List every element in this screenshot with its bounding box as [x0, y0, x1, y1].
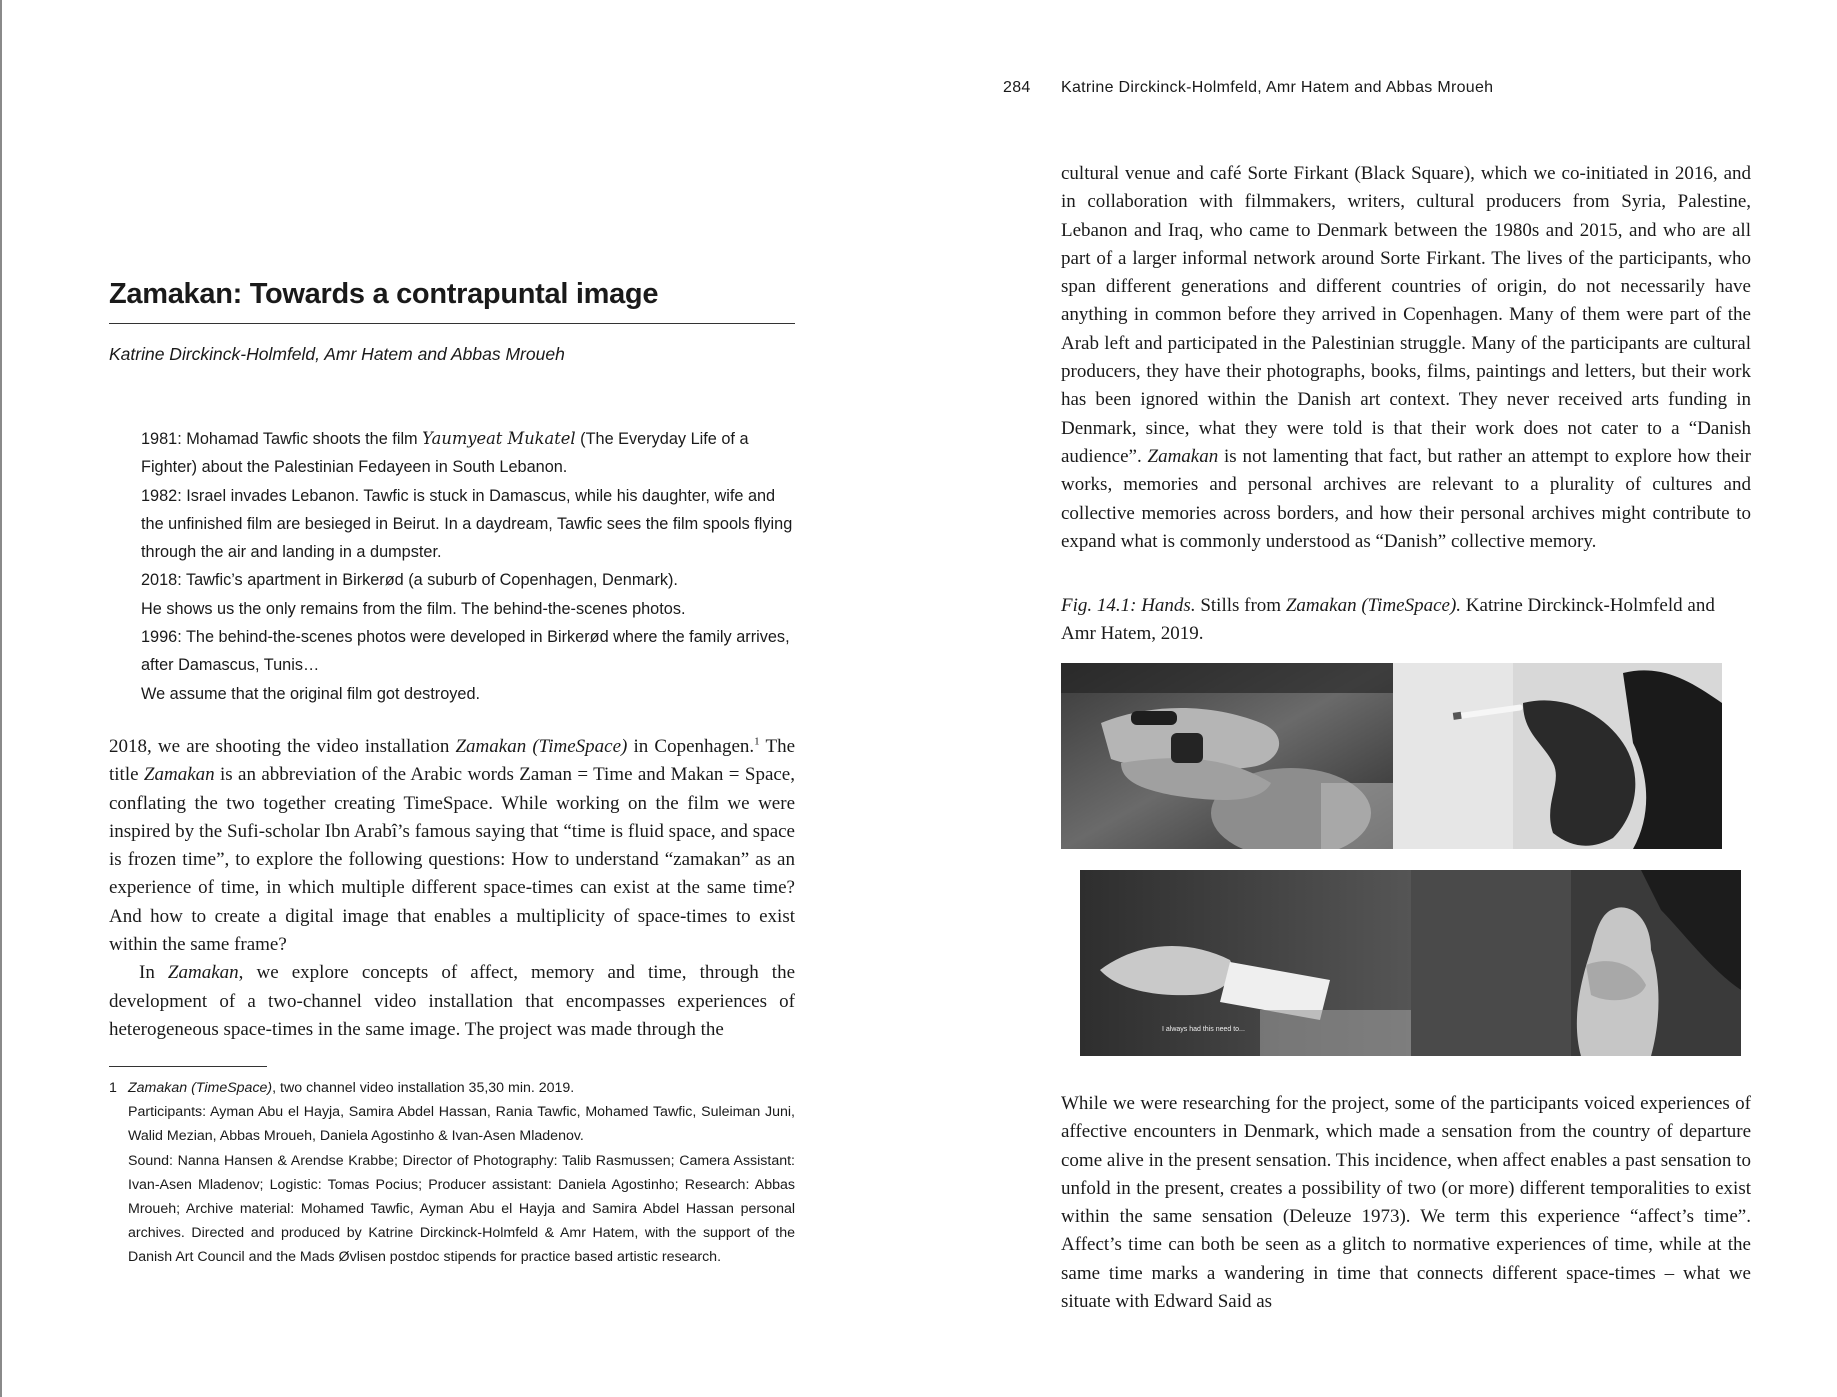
left-page [109, 0, 795, 1397]
epigraph [141, 425, 797, 708]
paragraph: In Zamakan, we explore concepts of affect, memory and time, through the development of a two-channel video installation that encompasses experiences of heterogeneous space-times in the same image. The project was made through the [109, 962, 795, 1040]
figure-caption: Fig. 14.1: Hands. Stills from Zamakan (TimeSpace). Katrine Dirckinck-Holmfeld and Amr Hatem, 2019. [1061, 595, 1715, 645]
footnote-number: 1 [109, 1080, 117, 1096]
epigraph-line: 2018: Tawfic’s apartment in Birkerød (a suburb of Copenhagen, Denmark). [141, 571, 678, 590]
page-number: 284 [1003, 79, 1031, 96]
figure-photo-hand-cigarette [1393, 663, 1722, 849]
epigraph-line: 1996: The behind-the-scenes photos were developed in Birkerød where the family arrives, after Damascus, Tunis… [141, 628, 790, 675]
right-page [1003, 0, 1751, 1397]
paragraph: 2018, we are shooting the video installation Zamakan (TimeSpace) in Copenhagen.$^1$ The title Zamakan is an abbreviation of the Arabic words Zaman = Time and Makan = Space, conflating the two together creating TimeSpace. While working on the film we were inspired by the Sufi-scholar Ibn Arabî’s famous saying that “time is fluid space, and space is frozen time”, to explore the following questions: How to understand “zamakan” as an experience of time, in which multiple different space-times can exist at the same time? And how to create a digital image that enables a multiplicity of space-times to exist within the same frame? [109, 735, 796, 956]
chapter-title: Zamakan: Towards a contrapuntal image [109, 278, 659, 310]
title-rule [109, 323, 795, 324]
epigraph-line: He shows us the only remains from the film. The behind-the-scenes photos. [141, 599, 686, 618]
figure-photo-hands-paper [1080, 870, 1411, 1056]
paragraph: While we were researching for the project, some of the participants voiced experiences of affective encounters in Denmark, which made a sensation from the country of departure come alive in the present sensation. This incidence, when affect enables a past sensation to unfold in the present, creates a possibility of two (or more) different temporalities to exist within the same sensation (Deleuze 1973). We term this experience “affect’s time”. Affect’s time can both be seen as a glitch to normative experiences of time, while at the same time marks a wandering in time that connects different space-times – what we situate with Edward Said as [1061, 1093, 1751, 1313]
footnote-participants: Participants: Ayman Abu el Hayja, Samira Abdel Hassan, Rania Tawfic, Mohamed Tawfic, Suleiman Juni, Walid Mezian, Abbas Mroueh, Daniela Agostinho & Ivan-Asen Mladenov. [128, 1104, 795, 1145]
running-head-title: Katrine Dirckinck-Holmfeld, Amr Hatem and Abbas Mroueh [1061, 79, 1494, 96]
chapter-authors: Katrine Dirckinck-Holmfeld, Amr Hatem and Abbas Mroueh [109, 344, 565, 364]
footnote-credits: Sound: Nanna Hansen & Arendse Krabbe; Director of Photography: Talib Rasmussen; Camera Assistant: Ivan-Asen Mladenov; Logistic: Tomas Pocius; Producer assistant: Daniela Agostinho; Research: Abbas Mroueh; Archive material: Mohamed Tawfic, Ayman Abu el Hayja and Samira Abdel Hassan personal archives. Directed and produced by Katrine Dirckinck-Holmfeld & Amr Hatem, with the support of the Danish Art Council and the Mads Øvlisen postdoc stipends for practice based artistic research. [128, 1152, 795, 1266]
body-text-right-top [1061, 141, 1751, 575]
body-text-left [109, 733, 795, 1044]
book-spine-edge [0, 0, 2, 1397]
body-text-right-bottom [1061, 1071, 1751, 1335]
figure-photo-hands-ring [1061, 663, 1393, 849]
epigraph-line: 1982: Israel invades Lebanon. Tawfic is stuck in Damascus, while his daughter, wife and the unfinished film are besieged in Beirut. In a daydream, Tawfic sees the film spools flying through the air and landing in a dumpster. [141, 486, 793, 562]
footnote-reference[interactable]: 1 [754, 735, 760, 748]
epigraph-line: We assume that the original film got destroyed. [141, 684, 481, 703]
epigraph-line: 1981: Mohamad Tawfic shoots the film Yaumyeat Mukatel (The Everyday Life of a Fighter) about the Palestinian Fedayeen in South Lebanon. [141, 429, 749, 477]
footnote-line: Zamakan (TimeSpace), two channel video installation 35,30 min. 2019. [128, 1080, 575, 1096]
footnote-rule [109, 1066, 267, 1067]
figure-photo-clasped-hands [1411, 870, 1741, 1056]
video-subtitle: I always had this need to... [1162, 1026, 1245, 1033]
footnote [109, 1076, 795, 1270]
paragraph: cultural venue and café Sorte Firkant (Black Square), which we co-initiated in 2016, and in collaboration with filmmakers, writers, cultural producers from Syria, Palestine, Lebanon and Iraq, who came to Denmark between the 1980s and 2015, and who are all part of a larger informal network around Sorte Firkant. The lives of the participants, who span different generations and different countries of origin, do not necessarily have anything in common before they arrived in Copenhagen. Many of them were part of the Arab left and participated in the Palestinian struggle. Many of the participants are cultural producers, they have their photographs, books, films, paintings and letters, but their work has been ignored within the Danish art context. They never received arts funding in Denmark, since, what they were told is that their work does not cater to a “Danish audience”. Zamakan is not lamenting that fact, but rather an attempt to explore how their works, memories and personal archives are relevant to a plurality of cultures and collective memories across borders, and how their personal archives might contribute to expand what is commonly understood as “Danish” collective memory. [1061, 163, 1751, 552]
